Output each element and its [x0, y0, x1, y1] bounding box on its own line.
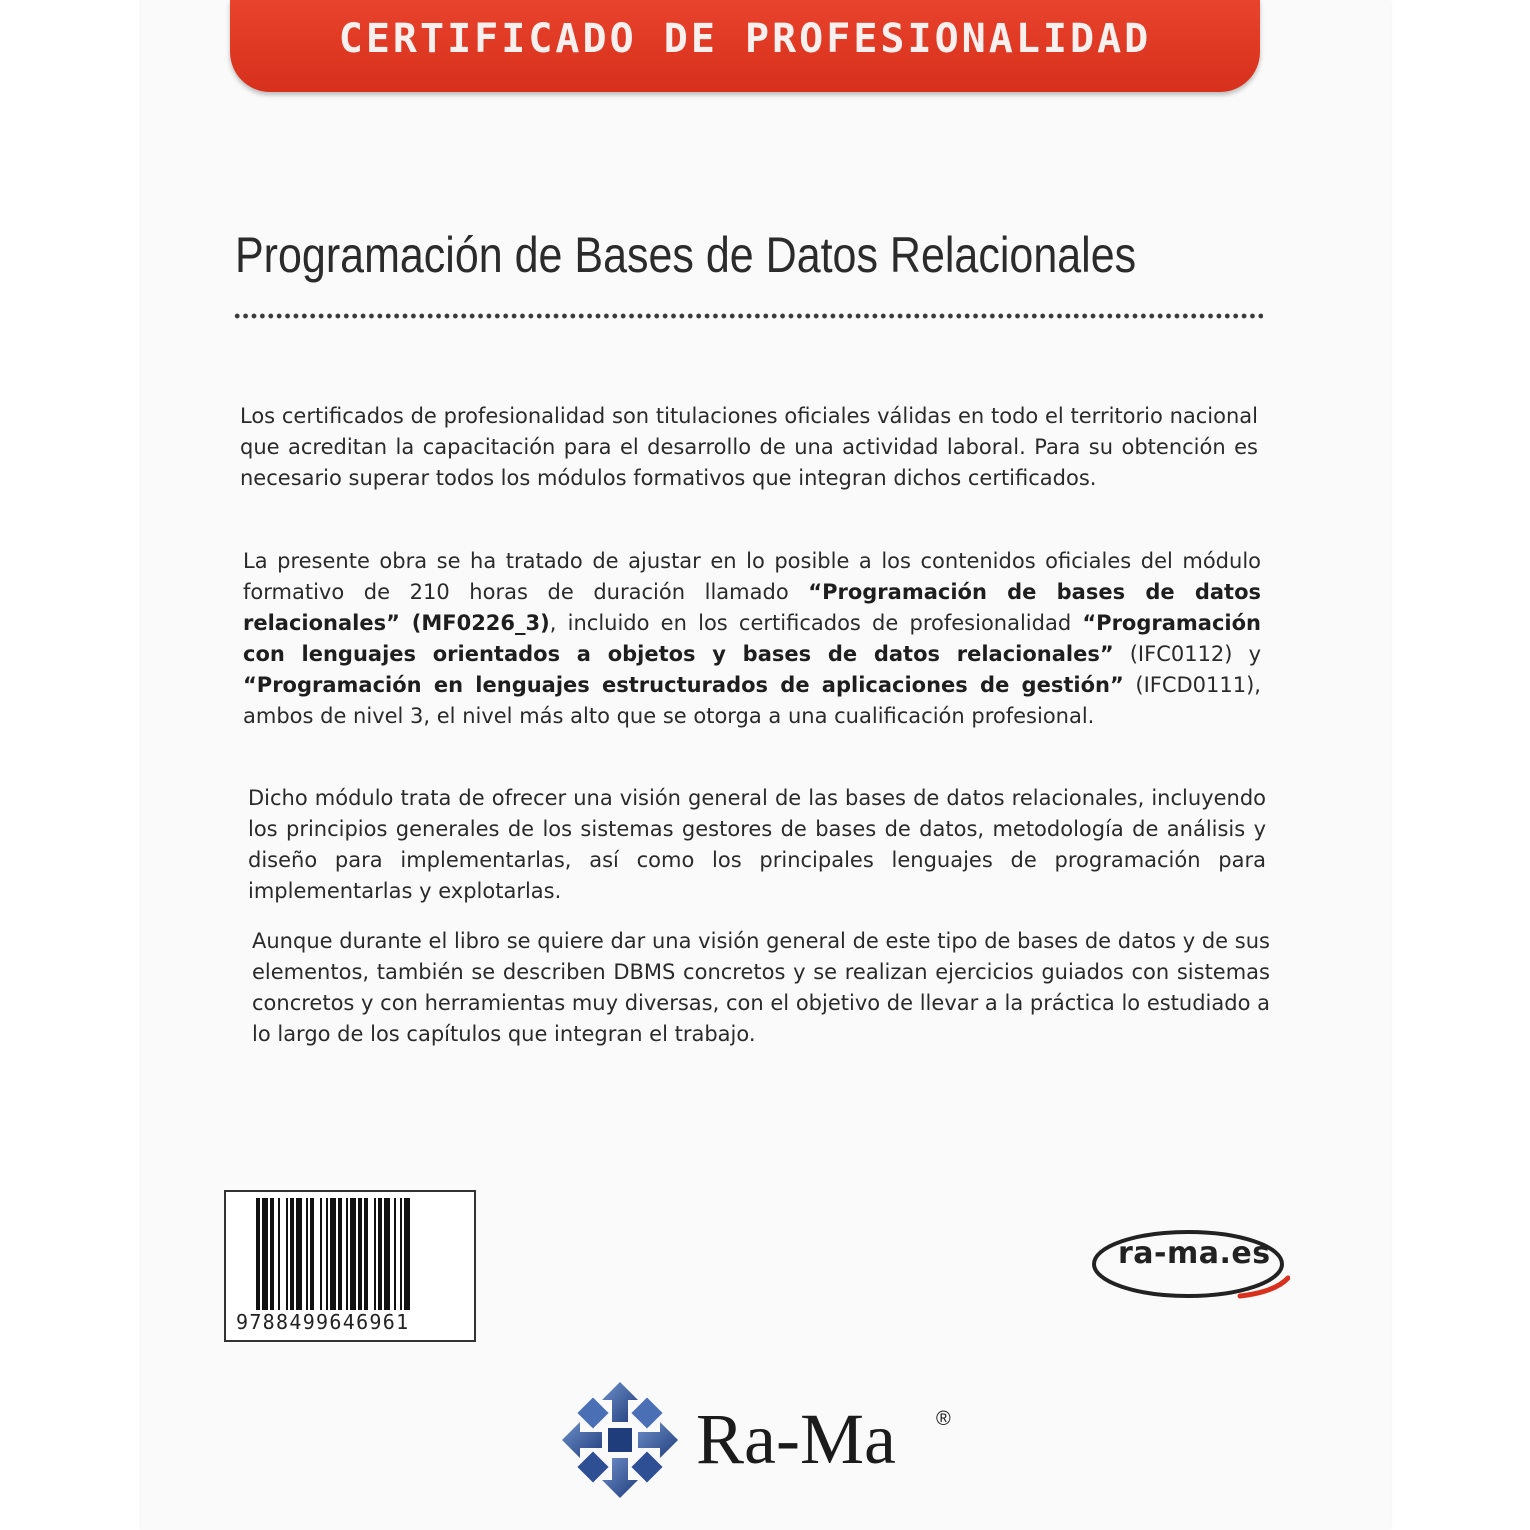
- barcode-bar: [346, 1198, 348, 1310]
- barcode-bar: [394, 1198, 396, 1310]
- website-link[interactable]: ra-ma.es: [1118, 1236, 1271, 1271]
- publisher-name: Ra-Ma: [696, 1399, 896, 1479]
- ra-ma-logo-icon: [560, 1380, 680, 1500]
- paragraph-module: [243, 546, 1261, 732]
- barcode-bar: [320, 1198, 322, 1310]
- certificate-banner: [230, 0, 1260, 92]
- book-title: Programación de Bases de Datos Relacionales: [235, 227, 1137, 283]
- barcode-bars: [256, 1198, 456, 1310]
- isbn-number: 9788499646961: [236, 1310, 410, 1334]
- barcode-bar: [374, 1198, 376, 1310]
- barcode-bar: [330, 1198, 336, 1310]
- text-segment: (IFC0112) y: [1113, 642, 1261, 666]
- paragraph-practice: Aunque durante el libro se quiere dar una visión general de este tipo de bases de datos y de sus elementos, también se describen DBMS concretos y se realizan ejercicios guiados con sistemas concretos y con herramientas muy diversas, con el objetivo de llevar a la práctica lo estudiado a lo largo de los capítulos que integran el trabajo.: [252, 929, 1270, 1046]
- module-name: “Programación de bases de datos relacionales” (MF0226_3): [243, 580, 1261, 635]
- certificate-name-1: “Programación con lenguajes orientados a objetos y bases de datos relacionales”: [243, 611, 1261, 666]
- barcode-bar: [262, 1198, 268, 1310]
- banner-text: CERTIFICADO DE PROFESIONALIDAD: [338, 16, 1152, 62]
- registered-mark: ®: [936, 1408, 951, 1430]
- paragraph-overview: Dicho módulo trata de ofrecer una visión general de las bases de datos relacionales, incluyendo los principios generales de los sistemas gestores de bases de datos, metodología de análisis y diseño para implementarlas, así como los principales lenguajes de programación para implementarlas y explotarlas.: [248, 786, 1266, 903]
- barcode-bar: [310, 1198, 314, 1310]
- barcode-bar: [296, 1198, 302, 1310]
- barcode-bar: [256, 1198, 260, 1310]
- text-segment: (IFCD0111), ambos de nivel 3, el nivel más alto que se otorga a una cualificación profesional.: [243, 673, 1261, 728]
- paragraph-intro: Los certificados de profesionalidad son titulaciones oficiales válidas en todo el territorio nacional que acreditan la capacitación para el desarrollo de una actividad laboral. Para su obtención es necesario superar todos los módulos formativos que integran dichos certificados.: [240, 404, 1258, 490]
- barcode-bar: [326, 1198, 328, 1310]
- certificate-name-2: “Programación en lenguajes estructurados de aplicaciones de gestión”: [243, 673, 1124, 697]
- barcode-bar: [400, 1198, 402, 1310]
- isbn-barcode: [224, 1190, 476, 1342]
- barcode-bar: [290, 1198, 294, 1310]
- barcode-bar: [364, 1198, 368, 1310]
- text-segment: , incluido en los certificados de profesionalidad: [549, 611, 1083, 635]
- barcode-bar: [404, 1198, 410, 1310]
- barcode-bar: [358, 1198, 362, 1310]
- barcode-bar: [306, 1198, 308, 1310]
- text-segment: La presente obra se ha tratado de ajustar en lo posible a los contenidos oficiales del módulo formativo de 210 horas de duración llamado: [243, 549, 1261, 604]
- dotted-divider: [233, 312, 1263, 320]
- barcode-bar: [384, 1198, 390, 1310]
- barcode-bar: [270, 1198, 274, 1310]
- barcode-bar: [278, 1198, 280, 1310]
- barcode-bar: [350, 1198, 356, 1310]
- barcode-bar: [286, 1198, 288, 1310]
- barcode-bar: [338, 1198, 342, 1310]
- barcode-bar: [378, 1198, 382, 1310]
